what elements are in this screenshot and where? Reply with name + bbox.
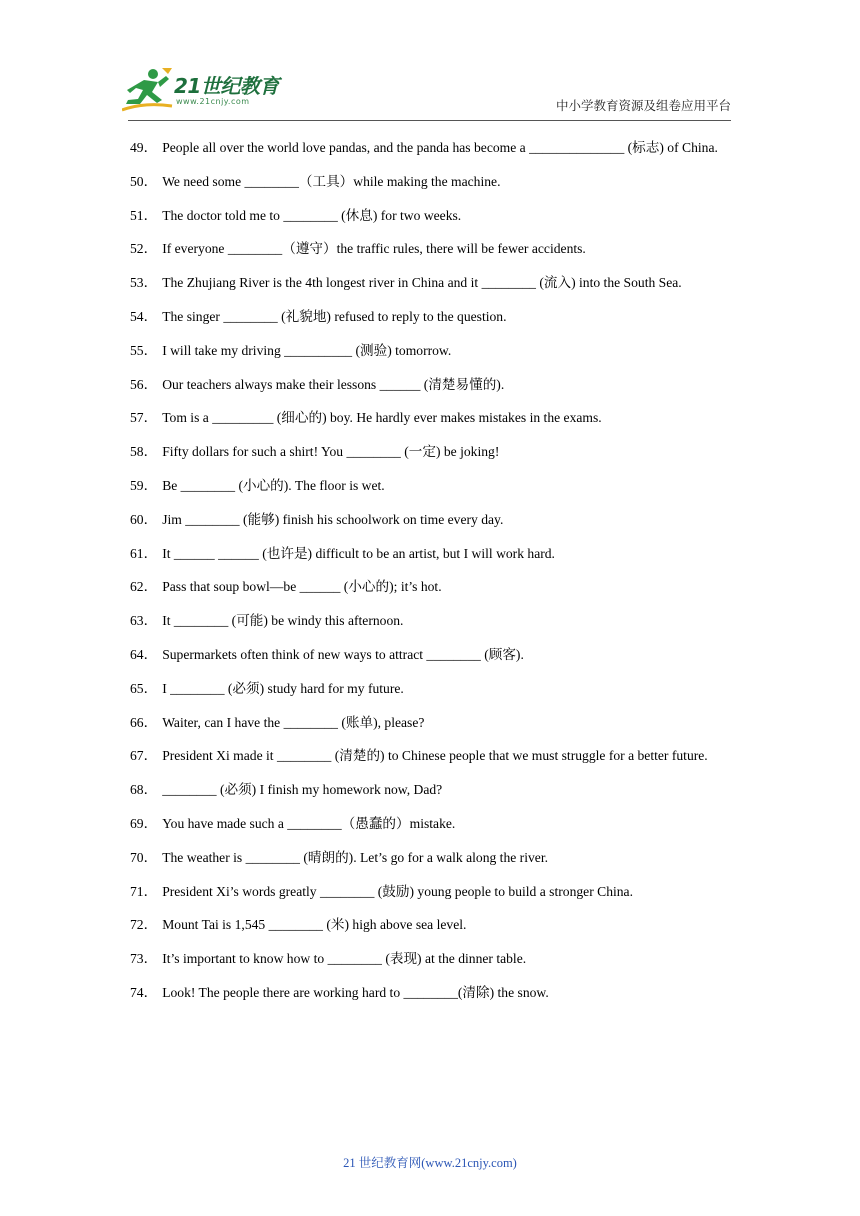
question-number: 73． bbox=[130, 951, 158, 967]
question-number: 49． bbox=[130, 140, 158, 155]
question-text: Mount Tai is 1,545 ________ (米) high above sea level. bbox=[162, 917, 467, 933]
question-item bbox=[130, 232, 733, 266]
question-number: 65． bbox=[130, 680, 158, 696]
logo-text: 21世纪教育 bbox=[174, 74, 279, 98]
question-text: ________ (必须) I finish my homework now, Dad? bbox=[162, 782, 443, 798]
question-text: The Zhujiang River is the 4th longest river in China and it ________ (流入) into the South Sea. bbox=[162, 275, 682, 291]
question-number: 71． bbox=[130, 883, 158, 899]
question-text: Our teachers always make their lessons ______ (清楚易懂的). bbox=[162, 376, 505, 392]
question-item bbox=[130, 604, 733, 638]
question-number: 53． bbox=[130, 275, 158, 291]
question-item bbox=[130, 841, 733, 875]
question-item bbox=[130, 334, 733, 368]
question-text: People all over the world love pandas, and the panda has become a ______________ (标志) of China. bbox=[162, 140, 718, 155]
question-item bbox=[130, 739, 733, 773]
question-item bbox=[130, 638, 733, 672]
question-item bbox=[130, 266, 733, 300]
question-number: 66． bbox=[130, 714, 158, 730]
question-text: It ________ (可能) be windy this afternoon. bbox=[162, 613, 404, 629]
header-divider bbox=[128, 120, 731, 121]
question-number: 74． bbox=[130, 984, 158, 1000]
question-text: Look! The people there are working hard to ________(清除) the snow. bbox=[162, 984, 549, 1000]
question-item bbox=[130, 199, 733, 233]
runner-icon bbox=[122, 66, 174, 114]
question-text: It’s important to know how to ________ (表现) at the dinner table. bbox=[162, 951, 527, 967]
question-text: If everyone ________（遵守）the traffic rules, there will be fewer accidents. bbox=[162, 241, 586, 257]
question-text: Supermarkets often think of new ways to attract ________ (顾客). bbox=[162, 646, 524, 662]
question-item bbox=[130, 300, 733, 334]
question-text: Be ________ (小心的). The floor is wet. bbox=[162, 477, 385, 493]
question-text: Waiter, can I have the ________ (账单), please? bbox=[162, 714, 425, 730]
question-item bbox=[130, 368, 733, 402]
platform-name: 中小学教育资源及组卷应用平台 bbox=[555, 98, 731, 113]
question-text: It ______ ______ (也许是) difficult to be an artist, but I will work hard. bbox=[162, 545, 555, 561]
question-text: I will take my driving __________ (测验) tomorrow. bbox=[162, 342, 452, 358]
question-item bbox=[130, 672, 733, 706]
page-footer[interactable]: 21 世纪教育网(www.21cnjy.com) bbox=[343, 1156, 517, 1170]
question-text: The singer ________ (礼貌地) refused to reply to the question. bbox=[162, 308, 507, 324]
question-text: The doctor told me to ________ (休息) for two weeks. bbox=[162, 207, 462, 223]
question-text: Pass that soup bowl—be ______ (小心的); it’s hot. bbox=[162, 579, 442, 595]
question-text: The weather is ________ (晴朗的). Let’s go for a walk along the river. bbox=[162, 849, 548, 865]
question-text: Fifty dollars for such a shirt! You ________ (一定) be joking! bbox=[162, 444, 500, 460]
question-item bbox=[130, 435, 733, 469]
question-item bbox=[130, 976, 733, 1010]
question-number: 67． bbox=[130, 748, 158, 764]
site-logo[interactable] bbox=[122, 66, 292, 116]
question-number: 58． bbox=[130, 444, 158, 460]
question-number: 51． bbox=[130, 207, 158, 223]
question-list bbox=[130, 131, 733, 1010]
logo-url: www.21cnjy.com bbox=[176, 97, 250, 106]
question-item bbox=[130, 131, 733, 165]
question-number: 56． bbox=[130, 376, 158, 392]
question-text: I ________ (必须) study hard for my future. bbox=[162, 680, 404, 696]
question-item bbox=[130, 469, 733, 503]
question-number: 64． bbox=[130, 646, 158, 662]
question-number: 63． bbox=[130, 613, 158, 629]
question-text: President Xi made it ________ (清楚的) to Chinese people that we must struggle for a better future. bbox=[162, 748, 708, 764]
question-item bbox=[130, 570, 733, 604]
question-number: 59． bbox=[130, 477, 158, 493]
question-text: You have made such a ________（愚蠢的）mistake. bbox=[162, 815, 456, 831]
question-item bbox=[130, 165, 733, 199]
question-text: Jim ________ (能够) finish his schoolwork on time every day. bbox=[162, 511, 504, 527]
question-item bbox=[130, 401, 733, 435]
question-number: 57． bbox=[130, 410, 158, 426]
question-number: 72． bbox=[130, 917, 158, 933]
question-item bbox=[130, 942, 733, 976]
question-item bbox=[130, 908, 733, 942]
question-number: 70． bbox=[130, 849, 158, 865]
question-number: 60． bbox=[130, 511, 158, 527]
question-number: 68． bbox=[130, 782, 158, 798]
question-text: President Xi’s words greatly ________ (鼓励) young people to build a stronger China. bbox=[162, 883, 633, 899]
question-item bbox=[130, 807, 733, 841]
page-header bbox=[0, 0, 860, 125]
question-text: Tom is a _________ (细心的) boy. He hardly ever makes mistakes in the exams. bbox=[162, 410, 602, 426]
question-number: 52． bbox=[130, 241, 158, 257]
question-item bbox=[130, 503, 733, 537]
question-number: 54． bbox=[130, 308, 158, 324]
question-item bbox=[130, 773, 733, 807]
question-number: 55． bbox=[130, 342, 158, 358]
question-number: 62． bbox=[130, 579, 158, 595]
question-number: 61． bbox=[130, 545, 158, 561]
question-item bbox=[130, 537, 733, 571]
question-number: 50． bbox=[130, 173, 158, 189]
question-item bbox=[130, 706, 733, 740]
question-item bbox=[130, 875, 733, 909]
question-text: We need some ________（工具）while making the machine. bbox=[162, 173, 501, 189]
question-number: 69． bbox=[130, 815, 158, 831]
